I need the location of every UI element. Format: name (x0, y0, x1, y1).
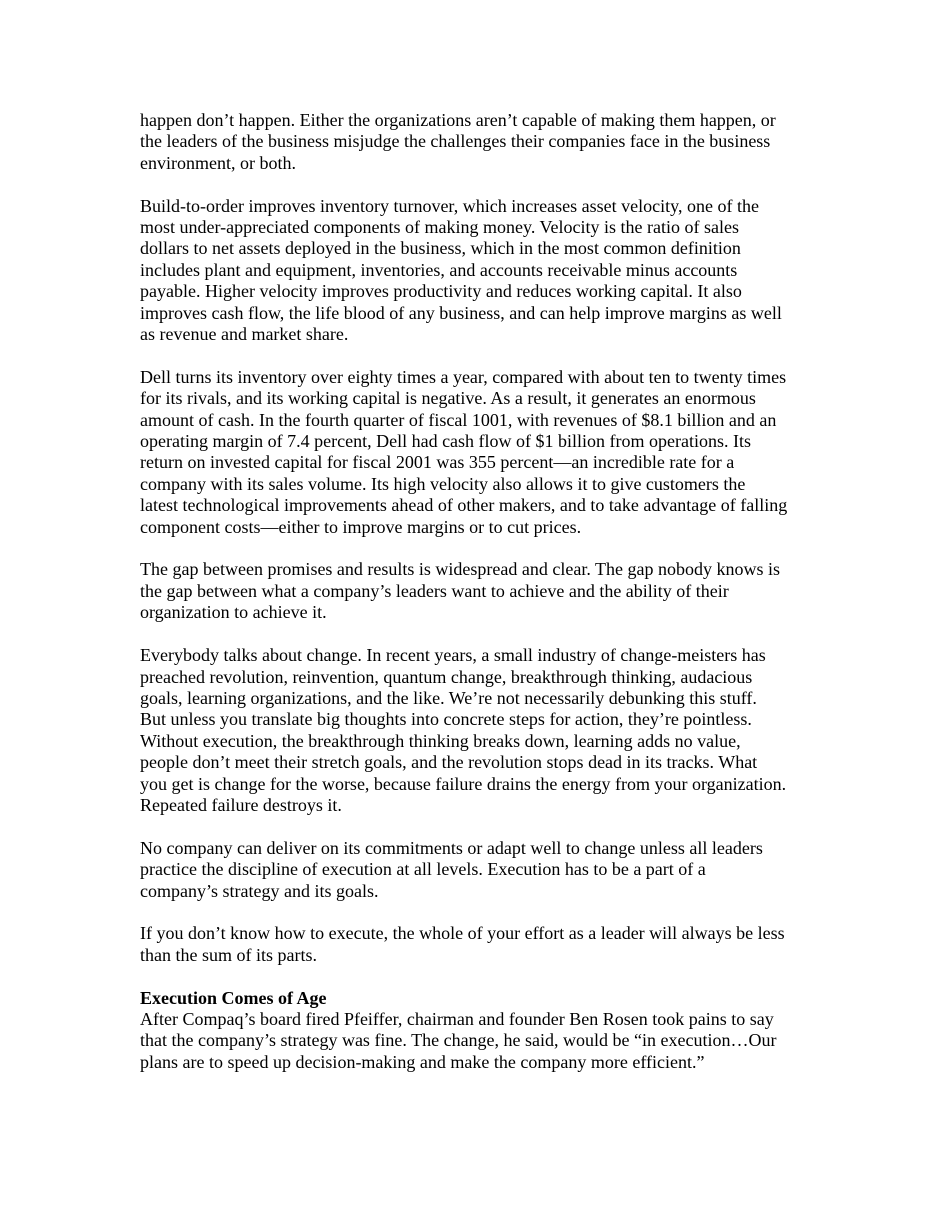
paragraph-2: Build-to-order improves inventory turnover, which increases asset velocity, one of the most under-appreciated components of making money. Velocity is the ratio of sales dollars to net assets deployed in the business, which in the most common definition includes plant and equipment, inventories, and accounts receivable minus accounts payable. Higher velocity improves productivity and reduces working capital. It also improves cash flow, the life blood of any business, and can help improve margins as well as revenue and market share. (140, 195, 782, 345)
paragraph-1: happen don’t happen. Either the organizations aren’t capable of making them happen, or the leaders of the business misjudge the challenges their companies face in the business environment, or both. (140, 110, 776, 173)
paragraph-5: Everybody talks about change. In recent years, a small industry of change-meisters has preached revolution, reinvention, quantum change, breakthrough thinking, audacious goals, learning organizations, and the like. We’re not necessarily debunking this stuff. But unless you translate big thoughts into concrete steps for action, they’re pointless. Without execution, the breakthrough thinking breaks down, learning adds no value, people don’t meet their stretch goals, and the revolution stops dead in its tracks. What you get is change for the worse, because failure drains the energy from your organization. Repeated failure destroys it. (140, 645, 787, 815)
section-heading: Execution Comes of Age (140, 987, 327, 1008)
document-page (140, 110, 820, 1095)
section-paragraph: After Compaq’s board fired Pfeiffer, chairman and founder Ben Rosen took pains to say that the company’s strategy was fine. The change, he said, would be “in execution…Our plans are to speed up decision-making and make the company more efficient.” (140, 1008, 777, 1072)
paragraph-6: No company can deliver on its commitments or adapt well to change unless all leaders practice the discipline of execution at all levels. Execution has to be a part of a company’s strategy and its goals. (140, 837, 763, 901)
paragraph-3: Dell turns its inventory over eighty times a year, compared with about ten to twenty times for its rivals, and its working capital is negative. As a result, it generates an enormous amount of cash. In the fourth quarter of fiscal 1001, with revenues of $8.1 billion and an operating margin of 7.4 percent, Dell had cash flow of $1 billion from operations. Its return on invested capital for fiscal 2001 was 355 percent—an incredible rate for a company with its sales volume. Its high velocity also allows it to give customers the latest technological improvements ahead of other makers, and to take advantage of falling component costs—either to improve margins or to cut prices. (140, 366, 788, 537)
paragraph-7: If you don’t know how to execute, the whole of your effort as a leader will always be less than the sum of its parts. (140, 923, 785, 965)
paragraph-4: The gap between promises and results is widespread and clear. The gap nobody knows is the gap between what a company’s leaders want to achieve and the ability of their organization to achieve it. (140, 559, 781, 623)
